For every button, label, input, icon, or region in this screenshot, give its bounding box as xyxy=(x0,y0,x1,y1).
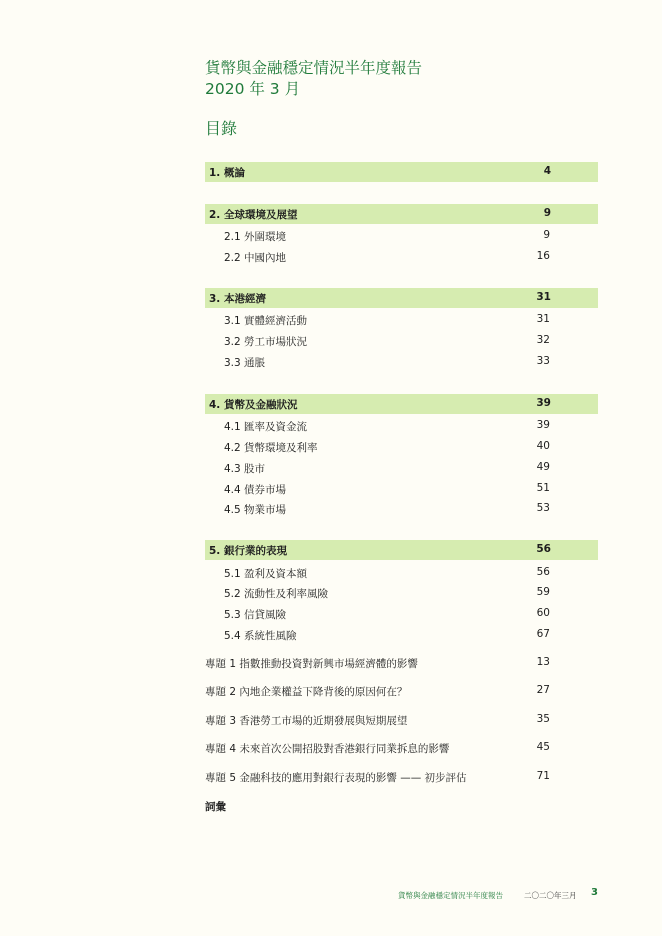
toc-section-row[interactable] xyxy=(205,437,598,457)
toc-page-number: 16 xyxy=(536,250,550,262)
toc-section-label: 3.2 勞工市場狀況 xyxy=(224,336,308,348)
toc-section-label: 4.5 物業市場 xyxy=(224,504,287,516)
toc-box-label: 專題 3 香港勞工市場的近期發展與短期展望 xyxy=(205,715,408,727)
toc-section-label: 3.1 實體經濟活動 xyxy=(224,315,308,327)
toc-section-row[interactable] xyxy=(205,352,598,372)
toc-page-number: 45 xyxy=(536,741,550,753)
toc-glossary-label: 詞彙 xyxy=(205,801,226,813)
toc-page-number: 32 xyxy=(536,334,550,346)
toc-section-row[interactable] xyxy=(205,310,598,330)
toc-page-number: 53 xyxy=(536,502,550,514)
toc-chapter-label: 3. 本港經濟 xyxy=(209,293,266,305)
toc-section-label: 4.4 債券市場 xyxy=(224,484,287,496)
toc-page-number: 40 xyxy=(536,440,550,452)
toc-chapter-row[interactable] xyxy=(205,288,598,308)
toc-section-label: 5.2 流動性及利率風險 xyxy=(224,588,329,600)
toc-section-label: 4.2 貨幣環境及利率 xyxy=(224,442,318,454)
page-footer xyxy=(398,887,598,901)
toc-page-number: 39 xyxy=(536,419,550,431)
toc-section-row[interactable] xyxy=(205,583,598,603)
toc-section-label: 4.1 匯率及資金流 xyxy=(224,421,308,433)
toc-page-number: 33 xyxy=(536,355,550,367)
toc-page-number: 39 xyxy=(536,397,551,409)
toc-page-number: 31 xyxy=(536,291,551,303)
toc-page-number: 71 xyxy=(536,770,550,782)
toc-page-number: 35 xyxy=(536,713,550,725)
toc-chapter-label: 1. 概論 xyxy=(209,167,245,179)
toc-page-number: 56 xyxy=(536,566,550,578)
toc-page-number: 56 xyxy=(536,543,551,555)
toc-section-label: 2.2 中國內地 xyxy=(224,252,287,264)
footer-report-title: 貨幣與金融穩定情況半年度報告 xyxy=(398,891,503,900)
toc-box-label: 專題 2 內地企業權益下降背後的原因何在？ xyxy=(205,686,408,698)
toc-box-row[interactable] xyxy=(205,710,598,730)
toc-box-label: 專題 1 指數推動投資對新興市場經濟體的影響 xyxy=(205,658,418,670)
toc-box-label: 專題 4 未來首次公開招股對香港銀行同業拆息的影響 xyxy=(205,743,450,755)
toc-heading: 目錄 xyxy=(205,119,238,138)
toc-page-number: 49 xyxy=(536,461,550,473)
toc-page-number: 60 xyxy=(536,607,550,619)
toc-page-number: 27 xyxy=(536,684,550,696)
toc-section-label: 2.1 外圍環境 xyxy=(224,231,287,243)
toc-box-row[interactable] xyxy=(205,738,598,758)
toc-glossary-row[interactable] xyxy=(205,796,598,816)
report-title: 貨幣與金融穩定情況半年度報告 xyxy=(205,59,423,77)
toc-chapter-label: 5. 銀行業的表現 xyxy=(209,545,287,557)
toc-page-number: 59 xyxy=(536,586,550,598)
toc-section-label: 5.1 盈利及資本額 xyxy=(224,568,308,580)
toc-page-number: 9 xyxy=(543,229,550,241)
toc-page-number: 9 xyxy=(543,207,551,219)
toc-page-number: 4 xyxy=(543,165,551,177)
toc-box-label: 專題 5 金融科技的應用對銀行表現的影響 —— 初步評估 xyxy=(205,772,467,784)
toc-chapter-label: 4. 貨幣及金融狀況 xyxy=(209,399,298,411)
toc-section-row[interactable] xyxy=(205,563,598,583)
toc-box-row[interactable] xyxy=(205,653,598,673)
toc-chapter-row[interactable] xyxy=(205,540,598,560)
toc-page-number: 67 xyxy=(536,628,550,640)
toc-section-row[interactable] xyxy=(205,247,598,267)
toc-page-number: 51 xyxy=(536,482,550,494)
toc-section-row[interactable] xyxy=(205,458,598,478)
toc-section-row[interactable] xyxy=(205,331,598,351)
toc-chapter-label: 2. 全球環境及展望 xyxy=(209,209,298,221)
toc-section-row[interactable] xyxy=(205,499,598,519)
toc-section-row[interactable] xyxy=(205,604,598,624)
toc-section-label: 5.3 信貸風險 xyxy=(224,609,287,621)
toc-chapter-row[interactable] xyxy=(205,204,598,224)
toc-section-row[interactable] xyxy=(205,226,598,246)
footer-page-number: 3 xyxy=(591,887,598,898)
toc-section-label: 4.3 股市 xyxy=(224,463,266,475)
toc-chapter-row[interactable] xyxy=(205,394,598,414)
toc-section-row[interactable] xyxy=(205,479,598,499)
toc-section-row[interactable] xyxy=(205,625,598,645)
report-date: 2020 年 3 月 xyxy=(205,80,301,98)
toc-section-label: 5.4 系統性風險 xyxy=(224,630,297,642)
toc-box-row[interactable] xyxy=(205,767,598,787)
toc-section-label: 3.3 通脹 xyxy=(224,357,266,369)
toc-page-number: 13 xyxy=(536,656,550,668)
toc-box-row[interactable] xyxy=(205,681,598,701)
toc-page-number: 31 xyxy=(536,313,550,325)
footer-date: 二〇二〇年三月 xyxy=(524,891,577,900)
toc-chapter-row[interactable] xyxy=(205,162,598,182)
toc-section-row[interactable] xyxy=(205,416,598,436)
